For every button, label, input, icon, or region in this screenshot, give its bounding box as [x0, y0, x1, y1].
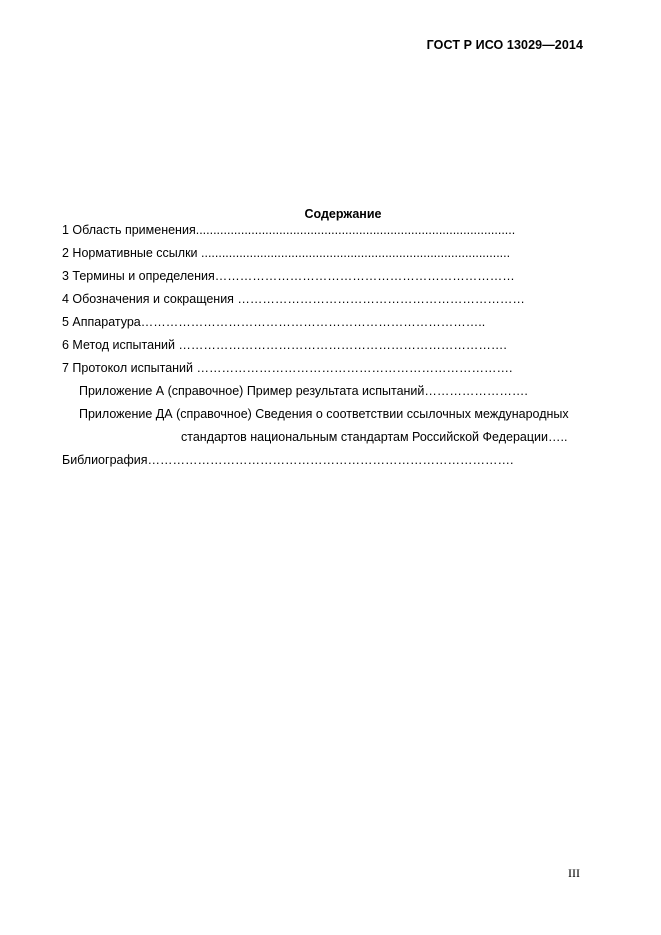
toc-entry-annex-a[interactable] [79, 383, 528, 399]
toc-entry-leader: ……………………………………………………………………….. [140, 315, 486, 329]
toc-entry-normative-references[interactable] [62, 245, 510, 261]
toc-entry-label: 1 Область применения [62, 223, 196, 237]
toc-entry-label: стандартов национальным стандартам Российской Федерации [181, 430, 548, 444]
page-number: III [568, 866, 580, 880]
toc-entry-leader: ……………………………………………………………………………. [147, 453, 514, 467]
toc-entry-bibliography[interactable] [62, 452, 514, 468]
toc-entry-label: 3 Термины и определения [62, 269, 215, 283]
toc-entry-annex-da[interactable] [79, 406, 569, 422]
toc-entry-leader: ……………………………………………………………………. [178, 338, 507, 352]
toc-title: Содержание [304, 207, 382, 221]
toc-entry-label: 5 Аппаратура [62, 315, 141, 329]
toc-entry-symbols[interactable] [62, 291, 525, 307]
toc-entry-label: 2 Нормативные ссылки [62, 246, 201, 260]
toc-entry-leader: …………………………………………………………… [237, 292, 525, 306]
toc-entry-leader: ….. [547, 430, 568, 444]
toc-entry-leader: ............................................................................................ [195, 223, 516, 237]
toc-entry-leader: ……………………. [424, 384, 528, 398]
toc-entry-annex-da-continued[interactable] [181, 429, 567, 445]
toc-entry-label: Приложение А (справочное) Пример результата испытаний [79, 384, 425, 398]
toc-entry-label: 4 Обозначения и сокращения [62, 292, 238, 306]
toc-entry-label: Библиография [62, 453, 148, 467]
toc-entry-leader: ……………………………………………………………… [214, 269, 515, 283]
toc-entry-label: Приложение ДА (справочное) Сведения о соответствии ссылочных международных [79, 407, 569, 421]
document-code: ГОСТ Р ИСО 13029—2014 [426, 38, 583, 52]
toc-entry-test-method[interactable] [62, 337, 507, 353]
toc-entry-scope[interactable] [62, 222, 515, 238]
toc-entry-label: 6 Метод испытаний [62, 338, 179, 352]
toc-entry-terms[interactable] [62, 268, 515, 284]
toc-entry-leader: …………………………………………………………………. [196, 361, 513, 375]
toc-entry-label: 7 Протокол испытаний [62, 361, 197, 375]
toc-entry-test-report[interactable] [62, 360, 512, 376]
toc-entry-apparatus[interactable] [62, 314, 485, 330]
toc-entry-leader: ......................................................................................... [201, 246, 511, 260]
